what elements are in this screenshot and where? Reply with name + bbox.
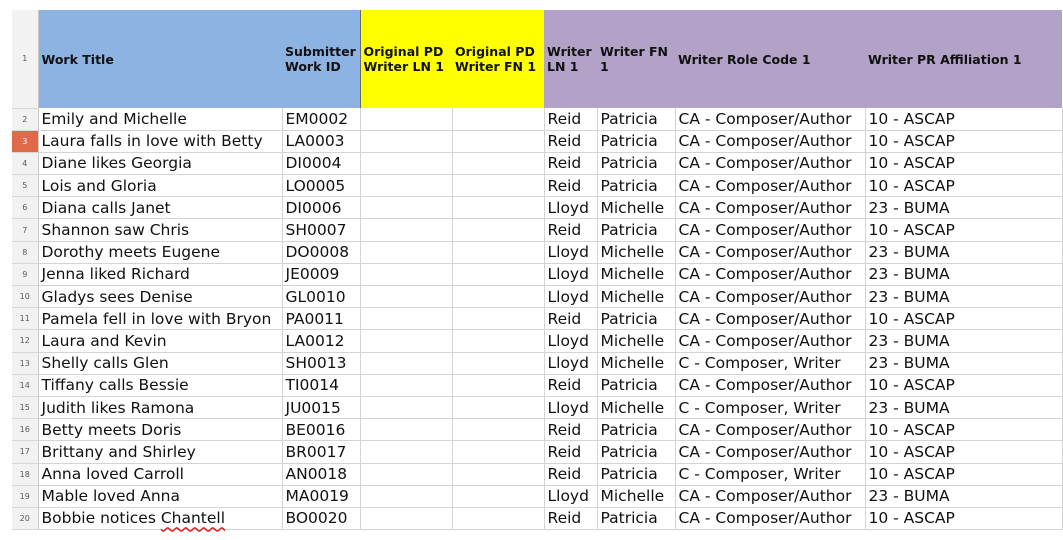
cell-writer-fn1[interactable]: Michelle — [597, 396, 675, 418]
table-row — [12, 485, 1062, 507]
cell-submitter-work-id[interactable]: GL0010 — [282, 286, 360, 308]
cell-writer-fn1[interactable]: Michelle — [597, 330, 675, 352]
cell-original-pd-writer-fn1[interactable] — [452, 330, 544, 352]
header-writer-pr-affiliation1[interactable]: Writer PR Affiliation 1 — [865, 10, 1062, 108]
cell-writer-ln1[interactable]: Reid — [544, 152, 597, 174]
cell-writer-pr-affiliation1[interactable]: 23 - BUMA — [865, 241, 1062, 263]
cell-writer-pr-affiliation1[interactable]: 23 - BUMA — [865, 330, 1062, 352]
cell-original-pd-writer-ln1[interactable] — [360, 286, 452, 308]
cell-original-pd-writer-fn1[interactable] — [452, 130, 544, 152]
cell-work-title[interactable]: Betty meets Doris — [38, 419, 282, 441]
cell-submitter-work-id[interactable]: AN0018 — [282, 463, 360, 485]
cell-writer-pr-affiliation1[interactable]: 10 - ASCAP — [865, 441, 1062, 463]
cell-writer-role-code1[interactable]: CA - Composer/Author — [675, 263, 865, 285]
cell-original-pd-writer-fn1[interactable] — [452, 463, 544, 485]
cell-writer-fn1[interactable]: Michelle — [597, 241, 675, 263]
row-header[interactable]: 2 — [12, 108, 38, 130]
cell-submitter-work-id[interactable]: EM0002 — [282, 108, 360, 130]
spellcheck-flagged-word: Chantell — [160, 509, 226, 528]
cell-original-pd-writer-ln1[interactable] — [360, 507, 452, 529]
cell-work-title[interactable]: Emily and Michelle — [38, 108, 282, 130]
cell-writer-role-code1[interactable]: CA - Composer/Author — [675, 374, 865, 396]
cell-submitter-work-id[interactable]: PA0011 — [282, 308, 360, 330]
cell-writer-role-code1[interactable]: CA - Composer/Author — [675, 308, 865, 330]
cell-writer-fn1[interactable]: Michelle — [597, 485, 675, 507]
cell-writer-ln1[interactable]: Reid — [544, 419, 597, 441]
cell-writer-pr-affiliation1[interactable]: 23 - BUMA — [865, 197, 1062, 219]
cell-writer-pr-affiliation1[interactable]: 23 - BUMA — [865, 352, 1062, 374]
cell-original-pd-writer-ln1[interactable] — [360, 108, 452, 130]
row-header[interactable]: 6 — [12, 197, 38, 219]
row-header[interactable]: 19 — [12, 485, 38, 507]
table-row — [12, 286, 1062, 308]
table-row — [12, 197, 1062, 219]
cell-writer-ln1[interactable]: Reid — [544, 507, 597, 529]
cell-writer-role-code1[interactable]: CA - Composer/Author — [675, 241, 865, 263]
header-original-pd-writer-ln1[interactable]: Original PD Writer LN 1 — [360, 10, 452, 108]
cell-submitter-work-id[interactable]: DO0008 — [282, 241, 360, 263]
header-writer-role-code1[interactable]: Writer Role Code 1 — [675, 10, 865, 108]
cell-writer-ln1[interactable]: Reid — [544, 463, 597, 485]
table-row — [12, 108, 1062, 130]
cell-writer-fn1[interactable]: Patricia — [597, 108, 675, 130]
cell-submitter-work-id[interactable]: DI0004 — [282, 152, 360, 174]
cell-writer-ln1[interactable]: Lloyd — [544, 330, 597, 352]
cell-work-title[interactable]: Anna loved Carroll — [38, 463, 282, 485]
table-row — [12, 130, 1062, 152]
header-row — [12, 10, 1062, 108]
row-header[interactable]: 18 — [12, 463, 38, 485]
cell-submitter-work-id[interactable]: JU0015 — [282, 396, 360, 418]
cell-writer-role-code1[interactable]: CA - Composer/Author — [675, 441, 865, 463]
table-row — [12, 241, 1062, 263]
cell-submitter-work-id[interactable]: SH0013 — [282, 352, 360, 374]
cell-original-pd-writer-fn1[interactable] — [452, 396, 544, 418]
cell-writer-ln1[interactable]: Reid — [544, 441, 597, 463]
cell-submitter-work-id[interactable]: JE0009 — [282, 263, 360, 285]
cell-writer-ln1[interactable]: Lloyd — [544, 352, 597, 374]
cell-original-pd-writer-ln1[interactable] — [360, 263, 452, 285]
cell-work-title[interactable]: Tiffany calls Bessie — [38, 374, 282, 396]
header-writer-ln1[interactable]: Writer LN 1 — [544, 10, 597, 108]
cell-work-title[interactable]: Mable loved Anna — [38, 485, 282, 507]
cell-work-title[interactable]: Laura and Kevin — [38, 330, 282, 352]
row-header[interactable]: 13 — [12, 352, 38, 374]
cell-work-title[interactable]: Gladys sees Denise — [38, 286, 282, 308]
cell-work-title[interactable]: Judith likes Ramona — [38, 396, 282, 418]
cell-writer-ln1[interactable]: Reid — [544, 219, 597, 241]
cell-original-pd-writer-fn1[interactable] — [452, 485, 544, 507]
cell-original-pd-writer-ln1[interactable] — [360, 330, 452, 352]
row-header[interactable]: 1 — [12, 10, 38, 108]
cell-writer-fn1[interactable]: Patricia — [597, 463, 675, 485]
cell-original-pd-writer-fn1[interactable] — [452, 374, 544, 396]
cell-original-pd-writer-ln1[interactable] — [360, 463, 452, 485]
cell-writer-role-code1[interactable]: CA - Composer/Author — [675, 507, 865, 529]
cell-writer-ln1[interactable]: Lloyd — [544, 485, 597, 507]
cell-writer-fn1[interactable]: Patricia — [597, 308, 675, 330]
cell-work-title[interactable]: Pamela fell in love with Bryon — [38, 308, 282, 330]
cell-writer-role-code1[interactable]: CA - Composer/Author — [675, 330, 865, 352]
cell-original-pd-writer-ln1[interactable] — [360, 241, 452, 263]
cell-submitter-work-id[interactable]: MA0019 — [282, 485, 360, 507]
cell-writer-pr-affiliation1[interactable]: 23 - BUMA — [865, 286, 1062, 308]
table-row — [12, 507, 1062, 529]
table-row — [12, 175, 1062, 197]
cell-writer-ln1[interactable]: Reid — [544, 108, 597, 130]
cell-work-title[interactable]: Jenna liked Richard — [38, 263, 282, 285]
cell-writer-fn1[interactable]: Michelle — [597, 197, 675, 219]
row-header[interactable]: 16 — [12, 419, 38, 441]
cell-original-pd-writer-ln1[interactable] — [360, 396, 452, 418]
cell-original-pd-writer-ln1[interactable] — [360, 219, 452, 241]
cell-original-pd-writer-fn1[interactable] — [452, 197, 544, 219]
cell-writer-ln1[interactable]: Lloyd — [544, 396, 597, 418]
row-header[interactable]: 11 — [12, 308, 38, 330]
cell-writer-pr-affiliation1[interactable]: 10 - ASCAP — [865, 463, 1062, 485]
cell-original-pd-writer-fn1[interactable] — [452, 441, 544, 463]
cell-writer-role-code1[interactable]: CA - Composer/Author — [675, 219, 865, 241]
cell-original-pd-writer-fn1[interactable] — [452, 352, 544, 374]
cell-original-pd-writer-fn1[interactable] — [452, 241, 544, 263]
cell-work-title[interactable]: Shannon saw Chris — [38, 219, 282, 241]
cell-original-pd-writer-fn1[interactable] — [452, 175, 544, 197]
cell-writer-ln1[interactable]: Lloyd — [544, 286, 597, 308]
cell-writer-fn1[interactable]: Patricia — [597, 419, 675, 441]
table-row — [12, 374, 1062, 396]
row-header[interactable]: 3 — [12, 130, 38, 152]
cell-submitter-work-id[interactable]: LO0005 — [282, 175, 360, 197]
cell-writer-ln1[interactable]: Lloyd — [544, 197, 597, 219]
cell-writer-fn1[interactable]: Michelle — [597, 263, 675, 285]
cell-writer-role-code1[interactable]: CA - Composer/Author — [675, 175, 865, 197]
cell-work-title[interactable] — [38, 507, 282, 529]
header-work-title[interactable]: Work Title — [38, 10, 282, 108]
cell-original-pd-writer-fn1[interactable] — [452, 308, 544, 330]
cell-original-pd-writer-fn1[interactable] — [452, 419, 544, 441]
cell-writer-role-code1[interactable]: CA - Composer/Author — [675, 286, 865, 308]
cell-original-pd-writer-fn1[interactable] — [452, 263, 544, 285]
cell-submitter-work-id[interactable]: BO0020 — [282, 507, 360, 529]
cell-text: Bobbie notices — [41, 509, 161, 528]
cell-writer-pr-affiliation1[interactable]: 10 - ASCAP — [865, 308, 1062, 330]
cell-work-title[interactable]: Laura falls in love with Betty — [38, 130, 282, 152]
cell-work-title[interactable]: Dorothy meets Eugene — [38, 241, 282, 263]
table-row — [12, 219, 1062, 241]
cell-original-pd-writer-ln1[interactable] — [360, 197, 452, 219]
cell-writer-pr-affiliation1[interactable]: 10 - ASCAP — [865, 175, 1062, 197]
row-header[interactable]: 8 — [12, 241, 38, 263]
cell-writer-pr-affiliation1[interactable]: 10 - ASCAP — [865, 108, 1062, 130]
cell-writer-ln1[interactable]: Reid — [544, 374, 597, 396]
cell-writer-fn1[interactable]: Patricia — [597, 374, 675, 396]
cell-submitter-work-id[interactable]: BR0017 — [282, 441, 360, 463]
cell-submitter-work-id[interactable]: LA0012 — [282, 330, 360, 352]
cell-original-pd-writer-fn1[interactable] — [452, 219, 544, 241]
cell-writer-ln1[interactable]: Reid — [544, 175, 597, 197]
cell-writer-ln1[interactable]: Reid — [544, 308, 597, 330]
spreadsheet-grid[interactable] — [12, 10, 1022, 532]
cell-writer-fn1[interactable]: Patricia — [597, 130, 675, 152]
cell-original-pd-writer-ln1[interactable] — [360, 152, 452, 174]
table-row — [12, 308, 1062, 330]
table-row — [12, 463, 1062, 485]
cell-original-pd-writer-ln1[interactable] — [360, 374, 452, 396]
cell-work-title[interactable]: Lois and Gloria — [38, 175, 282, 197]
cell-work-title[interactable]: Diana calls Janet — [38, 197, 282, 219]
cell-writer-role-code1[interactable]: CA - Composer/Author — [675, 108, 865, 130]
row-header[interactable]: 14 — [12, 374, 38, 396]
cell-writer-role-code1[interactable]: CA - Composer/Author — [675, 197, 865, 219]
cell-writer-role-code1[interactable]: CA - Composer/Author — [675, 152, 865, 174]
cell-original-pd-writer-ln1[interactable] — [360, 130, 452, 152]
cell-writer-pr-affiliation1[interactable]: 10 - ASCAP — [865, 419, 1062, 441]
row-header[interactable]: 12 — [12, 330, 38, 352]
data-table — [12, 10, 1063, 530]
cell-submitter-work-id[interactable]: BE0016 — [282, 419, 360, 441]
row-header[interactable]: 17 — [12, 441, 38, 463]
cell-submitter-work-id[interactable]: SH0007 — [282, 219, 360, 241]
cell-work-title[interactable]: Shelly calls Glen — [38, 352, 282, 374]
row-header[interactable]: 4 — [12, 152, 38, 174]
cell-original-pd-writer-ln1[interactable] — [360, 485, 452, 507]
cell-writer-role-code1[interactable]: CA - Composer/Author — [675, 485, 865, 507]
cell-writer-role-code1[interactable]: C - Composer, Writer — [675, 463, 865, 485]
row-header[interactable]: 9 — [12, 263, 38, 285]
table-row — [12, 441, 1062, 463]
cell-writer-role-code1[interactable]: CA - Composer/Author — [675, 419, 865, 441]
cell-work-title[interactable]: Brittany and Shirley — [38, 441, 282, 463]
cell-original-pd-writer-fn1[interactable] — [452, 286, 544, 308]
cell-writer-pr-affiliation1[interactable]: 10 - ASCAP — [865, 219, 1062, 241]
cell-original-pd-writer-ln1[interactable] — [360, 419, 452, 441]
row-header[interactable]: 5 — [12, 175, 38, 197]
row-header[interactable]: 15 — [12, 396, 38, 418]
cell-original-pd-writer-fn1[interactable] — [452, 152, 544, 174]
cell-writer-role-code1[interactable]: CA - Composer/Author — [675, 130, 865, 152]
cell-submitter-work-id[interactable]: TI0014 — [282, 374, 360, 396]
table-row — [12, 263, 1062, 285]
row-header[interactable]: 20 — [12, 507, 38, 529]
cell-original-pd-writer-ln1[interactable] — [360, 175, 452, 197]
cell-writer-pr-affiliation1[interactable]: 23 - BUMA — [865, 263, 1062, 285]
cell-writer-fn1[interactable]: Patricia — [597, 175, 675, 197]
cell-original-pd-writer-fn1[interactable] — [452, 507, 544, 529]
row-header[interactable]: 10 — [12, 286, 38, 308]
cell-writer-pr-affiliation1[interactable]: 10 - ASCAP — [865, 507, 1062, 529]
row-header[interactable]: 7 — [12, 219, 38, 241]
table-row — [12, 330, 1062, 352]
cell-writer-fn1[interactable]: Patricia — [597, 219, 675, 241]
cell-original-pd-writer-ln1[interactable] — [360, 308, 452, 330]
cell-writer-fn1[interactable]: Patricia — [597, 152, 675, 174]
header-writer-fn1[interactable]: Writer FN 1 — [597, 10, 675, 108]
cell-original-pd-writer-fn1[interactable] — [452, 108, 544, 130]
cell-writer-ln1[interactable]: Reid — [544, 130, 597, 152]
cell-writer-pr-affiliation1[interactable]: 10 - ASCAP — [865, 130, 1062, 152]
cell-submitter-work-id[interactable]: DI0006 — [282, 197, 360, 219]
cell-submitter-work-id[interactable]: LA0003 — [282, 130, 360, 152]
cell-writer-ln1[interactable]: Lloyd — [544, 241, 597, 263]
table-row — [12, 152, 1062, 174]
cell-original-pd-writer-ln1[interactable] — [360, 441, 452, 463]
cell-writer-role-code1[interactable]: C - Composer, Writer — [675, 352, 865, 374]
table-row — [12, 419, 1062, 441]
cell-writer-role-code1[interactable]: C - Composer, Writer — [675, 396, 865, 418]
cell-writer-pr-affiliation1[interactable]: 10 - ASCAP — [865, 152, 1062, 174]
table-row — [12, 352, 1062, 374]
header-submitter-work-id[interactable]: Submitter Work ID — [282, 10, 360, 108]
cell-writer-pr-affiliation1[interactable]: 23 - BUMA — [865, 396, 1062, 418]
cell-writer-pr-affiliation1[interactable]: 23 - BUMA — [865, 485, 1062, 507]
table-row — [12, 396, 1062, 418]
cell-original-pd-writer-ln1[interactable] — [360, 352, 452, 374]
cell-writer-pr-affiliation1[interactable]: 10 - ASCAP — [865, 374, 1062, 396]
cell-writer-ln1[interactable]: Lloyd — [544, 263, 597, 285]
cell-writer-fn1[interactable]: Patricia — [597, 507, 675, 529]
cell-writer-fn1[interactable]: Michelle — [597, 352, 675, 374]
header-original-pd-writer-fn1[interactable]: Original PD Writer FN 1 — [452, 10, 544, 108]
cell-writer-fn1[interactable]: Patricia — [597, 441, 675, 463]
cell-work-title[interactable]: Diane likes Georgia — [38, 152, 282, 174]
cell-writer-fn1[interactable]: Michelle — [597, 286, 675, 308]
